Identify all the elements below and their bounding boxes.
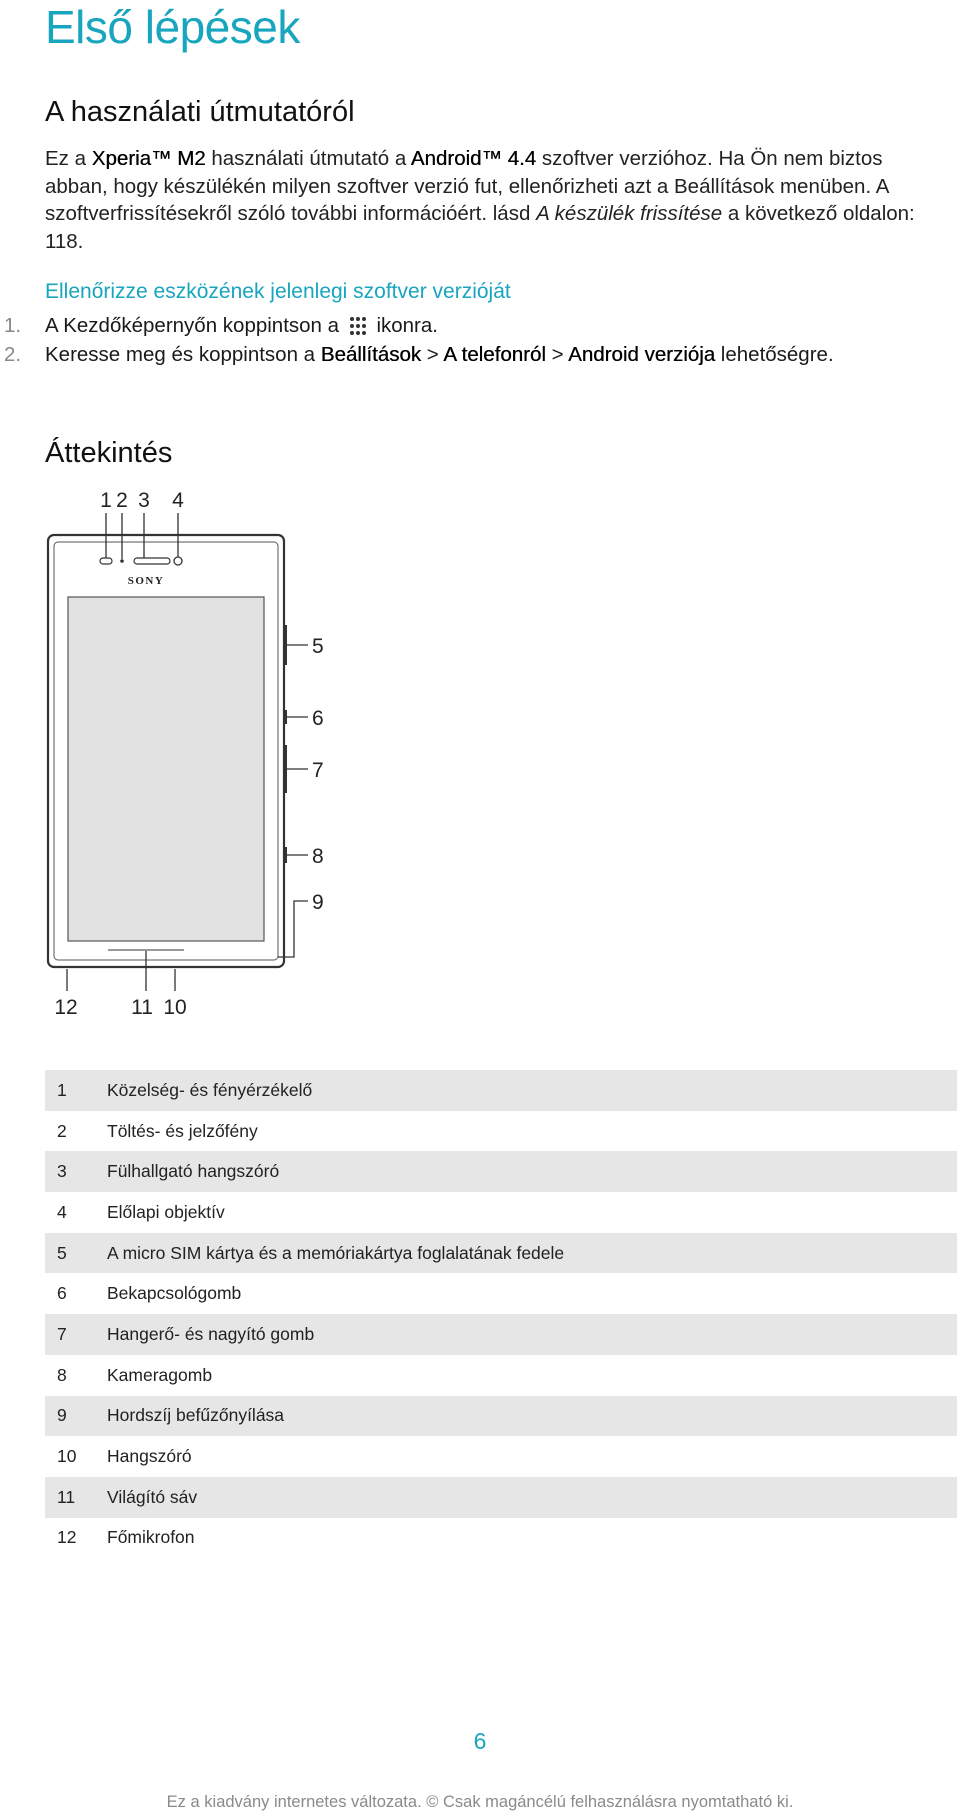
part-number: 7 xyxy=(45,1314,107,1355)
step-2: 2. Keresse meg és koppintson a Beállítások > A telefonról > Android verziója lehetőségre. xyxy=(4,343,834,366)
part-number: 12 xyxy=(57,1527,77,1548)
part-label: Hordszíj befűzőnyílása xyxy=(107,1396,957,1437)
callout-4: 4 xyxy=(172,489,184,512)
callout-6: 6 xyxy=(312,707,324,730)
part-label: Világító sáv xyxy=(107,1477,957,1518)
parts-row xyxy=(45,1355,957,1396)
procedure-heading: Ellenőrizze eszközének jelenlegi szoftver verzióját xyxy=(45,280,511,303)
ear-speaker xyxy=(134,558,170,564)
part-number: 6 xyxy=(57,1283,67,1304)
part-label: Hangerő- és nagyító gomb xyxy=(107,1314,957,1355)
part-label: Töltés- és jelzőfény xyxy=(107,1120,258,1141)
sim-cover xyxy=(284,625,287,665)
apps-grid-icon xyxy=(349,316,367,336)
parts-row xyxy=(45,1192,957,1233)
part-label: Bekapcsológomb xyxy=(107,1283,242,1304)
callout-7: 7 xyxy=(312,759,324,782)
callout-9: 9 xyxy=(312,891,324,914)
page-number: 6 xyxy=(473,1728,487,1754)
parts-row xyxy=(45,1151,957,1192)
part-label: Kameragomb xyxy=(107,1364,213,1385)
part-number: 9 xyxy=(45,1396,107,1437)
callout-10: 10 xyxy=(163,996,187,1019)
callout-5: 5 xyxy=(312,635,324,658)
parts-row xyxy=(45,1111,957,1152)
part-number: 5 xyxy=(45,1233,107,1274)
parts-row xyxy=(45,1273,957,1314)
camera-button xyxy=(284,847,287,863)
power-button xyxy=(284,710,287,724)
parts-row xyxy=(45,1233,957,1274)
phone-screen xyxy=(68,597,264,941)
procedure-steps xyxy=(0,312,960,370)
callout-8: 8 xyxy=(312,845,324,868)
parts-table xyxy=(45,1070,957,1558)
step-number: 2. xyxy=(4,343,22,366)
part-number: 4 xyxy=(57,1201,67,1222)
part-number: 10 xyxy=(57,1446,77,1467)
parts-row xyxy=(45,1477,957,1518)
brand-logo: SONY xyxy=(127,575,165,587)
part-label: A micro SIM kártya és a memóriakártya foglalatának fedele xyxy=(107,1233,957,1274)
step-number: 1. xyxy=(4,314,22,337)
update-link[interactable]: A készülék frissítése xyxy=(536,202,723,225)
callout-3: 3 xyxy=(138,489,150,512)
parts-row xyxy=(45,1314,957,1355)
part-number: 11 xyxy=(45,1477,107,1518)
callout-2: 2 xyxy=(116,489,128,512)
front-camera xyxy=(174,557,182,565)
part-label: Közelség- és fényérzékelő xyxy=(107,1070,957,1111)
notification-light xyxy=(120,559,124,563)
callout-12: 12 xyxy=(54,996,78,1019)
part-label: Hangszóró xyxy=(107,1446,192,1467)
intro-paragraph: Ez a Xperia™ M2 használati útmutató a Android™ 4.4 szoftver verzióhoz. Ha Ön nem biztos abban, hogy készülékén milyen szoftver verzió fut, ellenőrizheti azt a Beállítások menüben. A szoftverfrissítésekről szóló további információért. lásd A készülék frissítése a következő oldalon: 118. xyxy=(45,147,915,253)
parts-row xyxy=(45,1436,957,1477)
callout-1: 1 xyxy=(100,489,112,512)
page-title: Első lépések xyxy=(45,1,300,53)
parts-row xyxy=(45,1396,957,1437)
part-number: 2 xyxy=(57,1120,67,1141)
part-label: Előlapi objektív xyxy=(107,1201,225,1222)
part-label: Főmikrofon xyxy=(107,1527,195,1548)
part-label: Fülhallgató hangszóró xyxy=(107,1151,957,1192)
phone-diagram xyxy=(40,485,360,1045)
page-footer: Ez a kiadvány internetes változata. © Csak magáncélú felhasználásra nyomtatható ki. xyxy=(166,1793,794,1811)
section-heading-overview: Áttekintés xyxy=(45,437,173,469)
parts-row xyxy=(45,1070,957,1111)
section-heading-about-guide: A használati útmutatóról xyxy=(45,96,355,128)
part-number: 1 xyxy=(45,1070,107,1111)
part-number: 8 xyxy=(57,1364,67,1385)
volume-button xyxy=(284,745,287,793)
proximity-sensor xyxy=(100,558,112,564)
step-1: 1. A Kezdőképernyőn koppintson a ikonra. xyxy=(4,314,438,337)
callout-11: 11 xyxy=(131,996,153,1019)
parts-row xyxy=(45,1518,957,1559)
part-number: 3 xyxy=(45,1151,107,1192)
